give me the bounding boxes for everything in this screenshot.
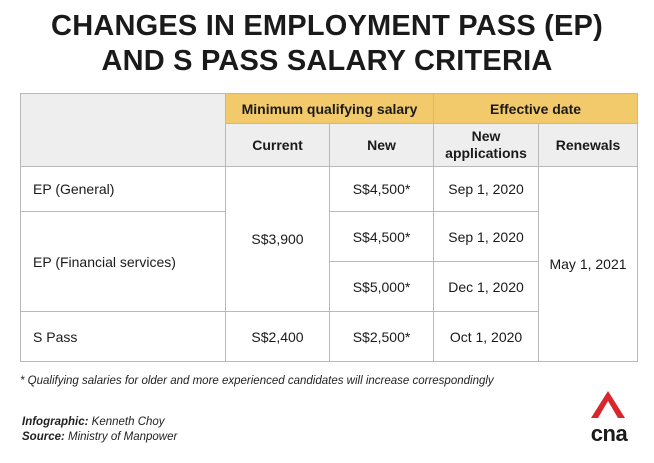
source-credit: Source: Ministry of Manpower <box>22 431 178 443</box>
title-line-1: CHANGES IN EMPLOYMENT PASS (EP) <box>51 10 603 42</box>
ep-general-new-salary: S$4,500* <box>330 167 434 212</box>
effective-date-header: Effective date <box>434 94 638 124</box>
ep-general-new-applications: Sep 1, 2020 <box>434 167 539 212</box>
current-header: Current <box>226 124 330 167</box>
ep-current-salary: S$3,900 <box>226 167 330 312</box>
credits <box>22 415 177 445</box>
infographic-credit: Infographic: Kenneth Choy <box>22 416 165 428</box>
renewals-header: Renewals <box>539 124 638 167</box>
ep-financial-new-applications-b: Dec 1, 2020 <box>434 262 539 312</box>
infographic-title <box>0 9 654 79</box>
table-row <box>21 167 638 212</box>
ep-financial-new-salary-b: S$5,000* <box>330 262 434 312</box>
new-header: New <box>330 124 434 167</box>
salary-criteria-table <box>20 93 638 362</box>
footnote: * Qualifying salaries for older and more experienced candidates will increase correspondingly <box>20 375 494 387</box>
group-header-row <box>21 94 638 124</box>
row-label-ep-financial: EP (Financial services) <box>21 212 226 312</box>
renewals-date: May 1, 2021 <box>539 167 638 362</box>
title-line-2: AND S PASS SALARY CRITERIA <box>101 45 553 77</box>
row-label-ep-general: EP (General) <box>21 167 226 212</box>
s-pass-new-applications: Oct 1, 2020 <box>434 312 539 362</box>
ep-financial-new-salary-a: S$4,500* <box>330 212 434 262</box>
ep-financial-new-applications-a: Sep 1, 2020 <box>434 212 539 262</box>
s-pass-new-salary: S$2,500* <box>330 312 434 362</box>
corner-cell <box>21 94 226 167</box>
s-pass-current-salary: S$2,400 <box>226 312 330 362</box>
cna-logo-text: cna <box>590 421 628 446</box>
min-salary-header: Minimum qualifying salary <box>226 94 434 124</box>
row-label-s-pass: S Pass <box>21 312 226 362</box>
new-applications-header: New applications <box>434 124 539 167</box>
